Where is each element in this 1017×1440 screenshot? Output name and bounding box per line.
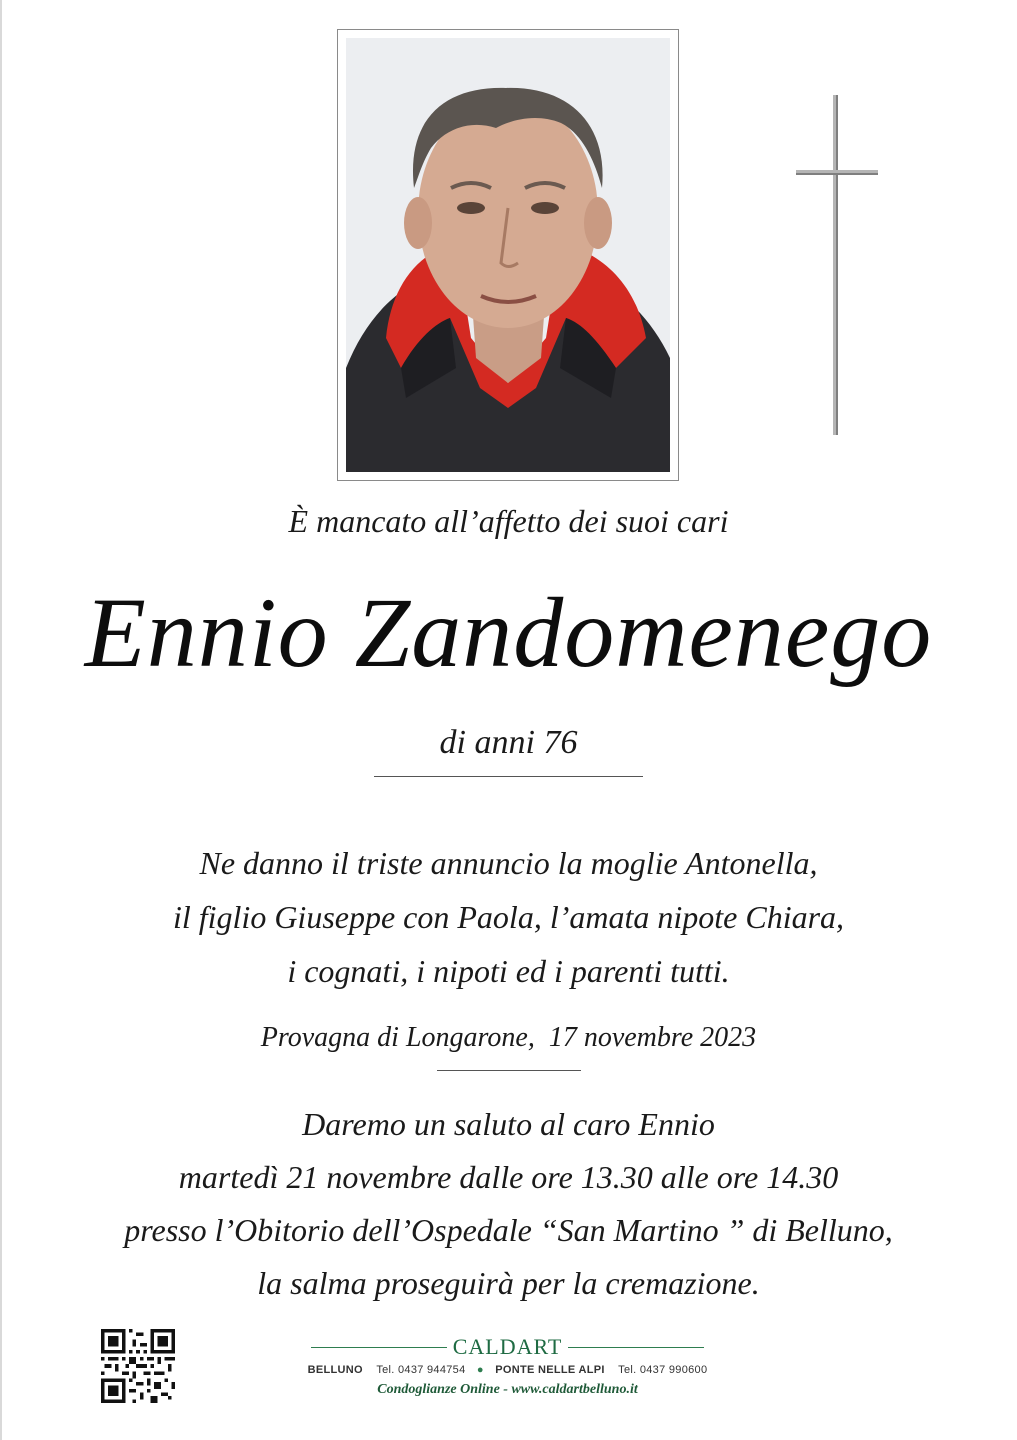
photo-frame	[337, 29, 679, 481]
condolences-link[interactable]: Condoglianze Online - www.caldartbelluno.it	[377, 1382, 638, 1397]
city-ponte-nelle-alpi: PONTE NELLE ALPI	[495, 1364, 605, 1376]
divider	[437, 1070, 581, 1071]
brand-line	[568, 1347, 704, 1348]
contact-info	[305, 1364, 710, 1376]
phone-belluno[interactable]: Tel. 0437 944754	[376, 1364, 466, 1376]
separator-dot: ●	[476, 1364, 484, 1376]
funeral-home-footer	[305, 1334, 710, 1398]
announcement-line: i cognati, i nipoti ed i parenti tutti.	[287, 953, 730, 989]
farewell-line: Daremo un saluto al caro Ennio	[302, 1106, 715, 1142]
place-date	[0, 1022, 1017, 1054]
announcement-line: Ne danno il triste annuncio la moglie Antonella,	[199, 845, 818, 881]
intro-text: È mancato all’affetto dei suoi cari	[288, 503, 729, 539]
cross-icon	[796, 95, 878, 435]
divider	[374, 776, 643, 777]
farewell-line: presso l’Obitorio dell’Ospedale “San Martino ” di Belluno,	[124, 1212, 893, 1248]
farewell-line: martedì 21 novembre dalle ore 13.30 alle ore 14.30	[178, 1159, 839, 1195]
city-belluno: BELLUNO	[307, 1364, 363, 1376]
brand-line	[311, 1347, 447, 1348]
announcement-line: il figlio Giuseppe con Paola, l’amata nipote Chiara,	[172, 899, 845, 935]
phone-ponte-nelle-alpi[interactable]: Tel. 0437 990600	[618, 1364, 708, 1376]
farewell-line: la salma proseguirà per la cremazione.	[257, 1265, 760, 1301]
farewell-details	[0, 1098, 1017, 1310]
age-text: di anni 76	[439, 724, 578, 761]
qr-code-icon[interactable]	[101, 1329, 175, 1403]
funeral-home-logo: CALDART	[452, 1334, 563, 1359]
portrait-photo	[346, 38, 670, 472]
brand-row	[305, 1334, 710, 1360]
place-date-text: Provagna di Longarone, 17 novembre 2023	[260, 1022, 757, 1053]
deceased-name: Ennio Zandomenego	[84, 577, 933, 688]
announcement	[0, 836, 1017, 998]
